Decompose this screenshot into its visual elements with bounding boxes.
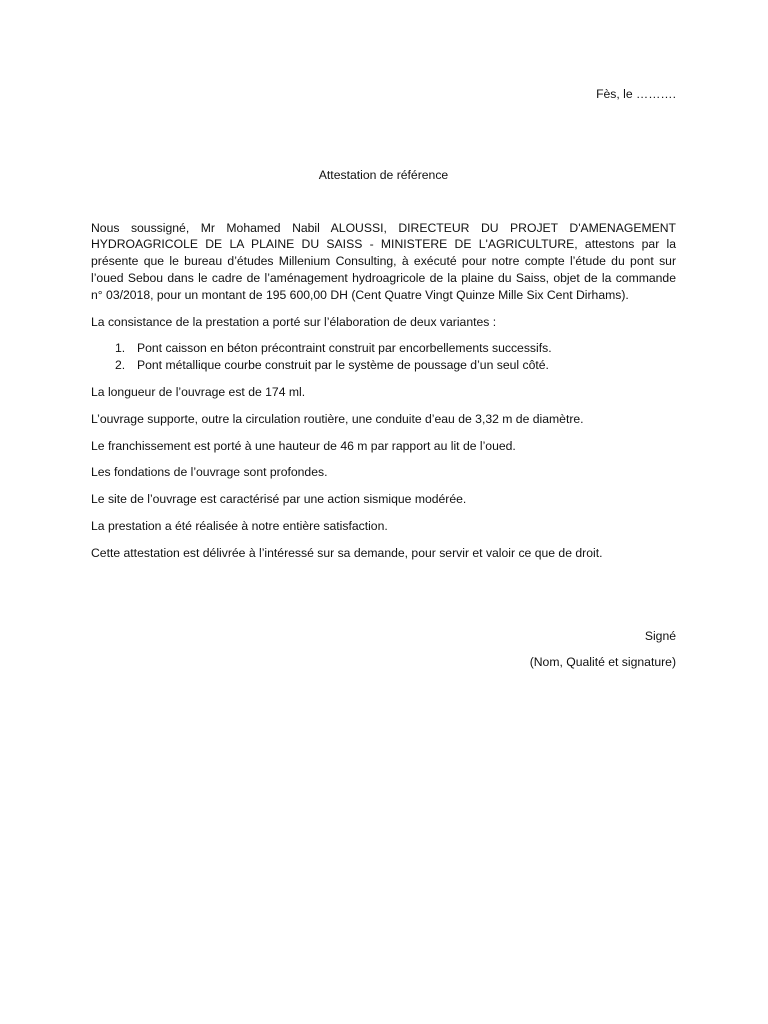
variant-text: Pont métallique courbe construit par le système de poussage d’un seul côté. (137, 358, 549, 373)
variant-number: 1. (115, 341, 126, 356)
variant-item (115, 340, 676, 357)
satisfaction-paragraph: La prestation a été réalisée à notre entière satisfaction. (91, 518, 388, 533)
date-line: Fès, le ………. (596, 87, 676, 101)
height-paragraph: Le franchissement est porté à une hauteur de 46 m par rapport au lit de l’oued. (91, 438, 516, 453)
signature-note: (Nom, Qualité et signature) (529, 655, 676, 670)
seismic-paragraph: Le site de l’ouvrage est caractérisé par une action sismique modérée. (91, 492, 467, 507)
length-paragraph: La longueur de l’ouvrage est de 174 ml. (91, 384, 306, 399)
document-title: Attestation de référence (318, 167, 449, 182)
variant-text: Pont caisson en béton précontraint construit par encorbellements successifs. (137, 341, 552, 356)
foundations-paragraph: Les fondations de l’ouvrage sont profondes. (91, 465, 328, 480)
delivery-paragraph: Cette attestation est délivrée à l’intéressé sur sa demande, pour servir et valoir ce que de droit. (91, 545, 603, 560)
document-body (91, 86, 676, 671)
signed-label: Signé (644, 628, 676, 643)
intro-paragraph: Nous soussigné, Mr Mohamed Nabil ALOUSSI, DIRECTEUR DU PROJET D'AMENAGEMENT HYDROAGRICOLE DE LA PLAINE DU SAISS - MINISTERE DE L'AGRICULTURE, attestons par la présente que le bureau d’études Millenium Consulting, à exécuté pour notre compte l’étude du pont sur l’oued Sebou dans le cadre de l’aménagement hydroagricole de la plaine du Saiss, objet de la commande n° 03/2018, pour un montant de 195 600,00 DH (Cent Quatre Vingt Quinze Mille Six Cent Dirhams). (91, 220, 676, 302)
variants-list (91, 340, 676, 374)
variant-item (115, 357, 676, 374)
traffic-paragraph: L’ouvrage supporte, outre la circulation routière, une conduite d’eau de 3,32 m de diamètre. (91, 411, 584, 426)
consistency-paragraph: La consistance de la prestation a porté sur l’élaboration de deux variantes : (91, 314, 497, 329)
variant-number: 2. (115, 358, 126, 373)
